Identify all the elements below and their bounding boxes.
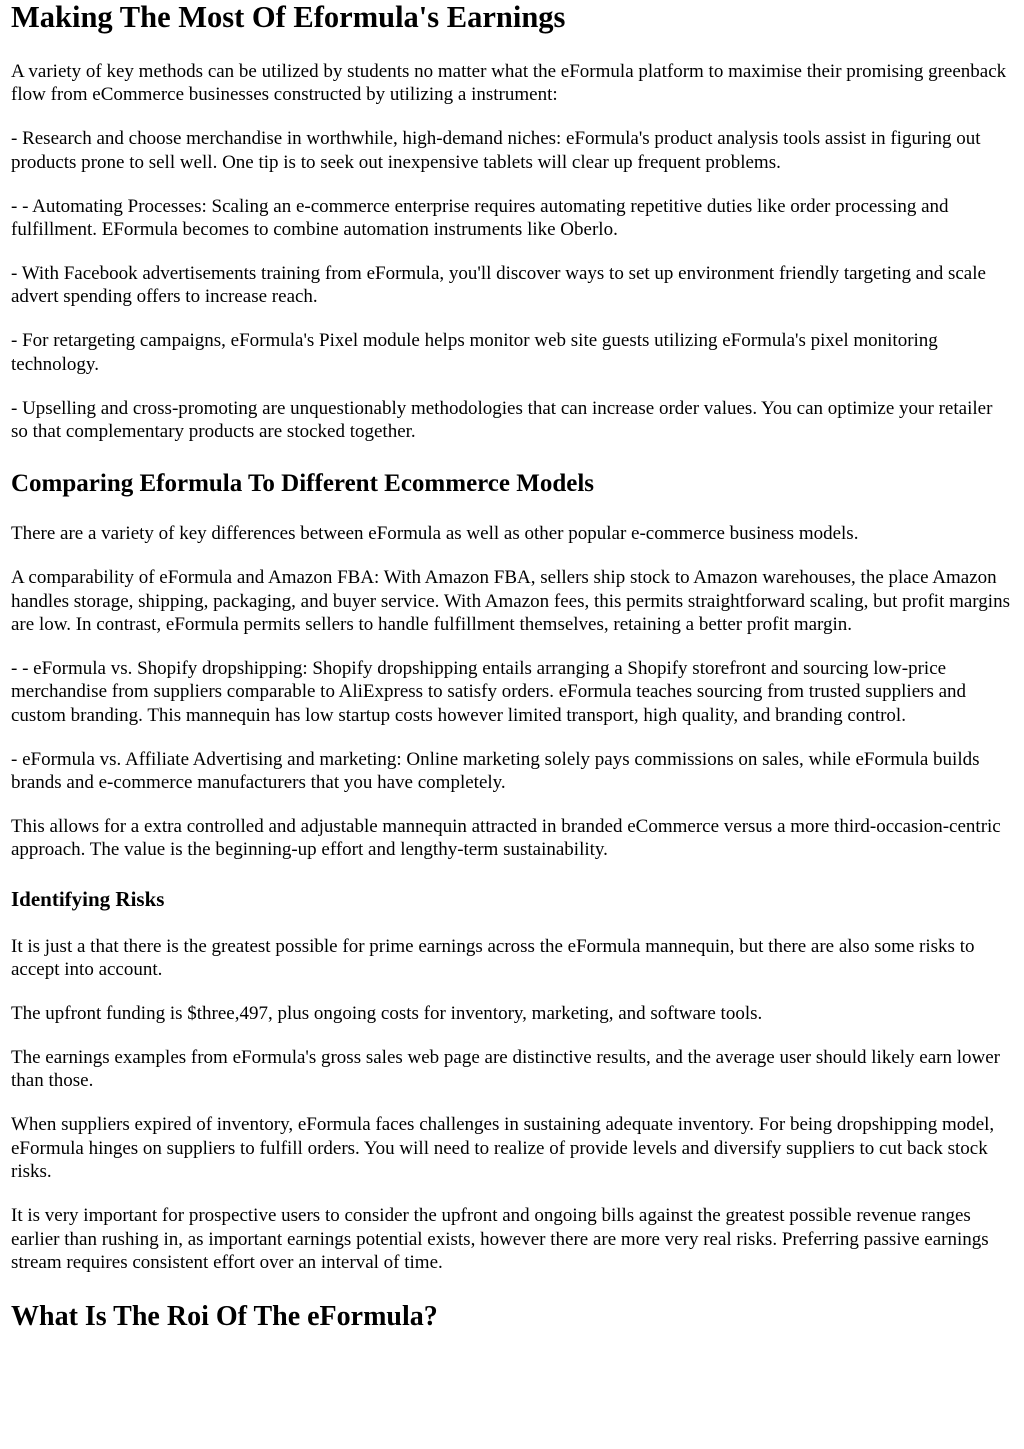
paragraph: A comparability of eFormula and Amazon FBA: With Amazon FBA, sellers ship stock to Amazon warehouses, the place Amazon handles storage, shipping, packaging, and buyer service. With Amazon fees, this permits straightforward scaling, but profit margins are low. In contrast, eFormula permits sellers to handle fulfillment themselves, retaining a better profit margin. [11,567,1010,636]
paragraph: When suppliers expired of inventory, eFormula faces challenges in sustaining adequate inventory. For being dropshipping model, eFormula hinges on suppliers to fulfill orders. You will need to realize of provide levels and diversify suppliers to cut back stock risks. [11,1114,995,1183]
paragraph: It is just a that there is the greatest possible for prime earnings across the eFormula mannequin, but there are also some risks to accept into account. [11,935,975,981]
paragraph: The upfront funding is $three,497, plus ongoing costs for inventory, marketing, and software tools. [11,1003,763,1025]
paragraph: A variety of key methods can be utilized by students no matter what the eFormula platform to maximise their promising greenback flow from eCommerce businesses constructed by utilizing a instrument: [11,61,1007,106]
paragraph: It is very important for prospective users to consider the upfront and ongoing bills against the greatest possible revenue ranges earlier than rushing in, as important earnings potential exists, however there are more very real risks. Preferring passive earnings stream requires consistent effort over an interval of time. [11,1205,989,1273]
paragraph: - Upselling and cross-promoting are unquestionably methodologies that can increase order values. You can optimize your retailer so that complementary products are stocked together. [11,397,993,442]
heading-making-the-most: Making The Most Of Eformula's Earnings [11,0,566,34]
paragraph: - eFormula vs. Affiliate Advertising and marketing: Online marketing solely pays commissions on sales, while eFormula builds brands and e-commerce manufacturers that you have completely. [11,748,980,794]
paragraph: The earnings examples from eFormula's gross sales web page are distinctive results, and the average user should likely earn lower than those. [11,1047,1001,1092]
paragraph: - For retargeting campaigns, eFormula's Pixel module helps monitor web site guests utilizing eFormula's pixel monitoring technology. [11,330,938,375]
paragraph: - - eFormula vs. Shopify dropshipping: Shopify dropshipping entails arranging a Shopify storefront and sourcing low-price merchandise from suppliers comparable to AliExpress to satisfy orders. eFormula teaches sourcing from trusted suppliers and custom branding. This mannequin has low startup costs however limited transport, high quality, and branding control. [11,658,967,726]
paragraph: There are a variety of key differences between eFormula as well as other popular e-commerce business models. [11,523,859,545]
heading-comparing: Comparing Eformula To Different Ecommerce Models [11,470,595,498]
paragraph: - With Facebook advertisements training from eFormula, you'll discover ways to set up environment friendly targeting and scale advert spending offers to increase reach. [11,262,986,308]
paragraph: This allows for a extra controlled and adjustable mannequin attracted in branded eCommerce versus a more third-occasion-centric approach. The value is the beginning-up effort and lengthy-term sustainability. [11,816,1001,861]
paragraph: - - Automating Processes: Scaling an e-commerce enterprise requires automating repetitive duties like order processing and fulfillment. EFormula becomes to combine automation instruments like Oberlo. [11,195,949,241]
heading-identifying-risks: Identifying Risks [11,886,165,911]
heading-roi: What Is The Roi Of The eFormula? [11,1301,438,1333]
paragraph: - Research and choose merchandise in worthwhile, high-demand niches: eFormula's product analysis tools assist in figuring out products prone to sell well. One tip is to seek out inexpensive tablets will clear up frequent problems. [11,128,981,173]
